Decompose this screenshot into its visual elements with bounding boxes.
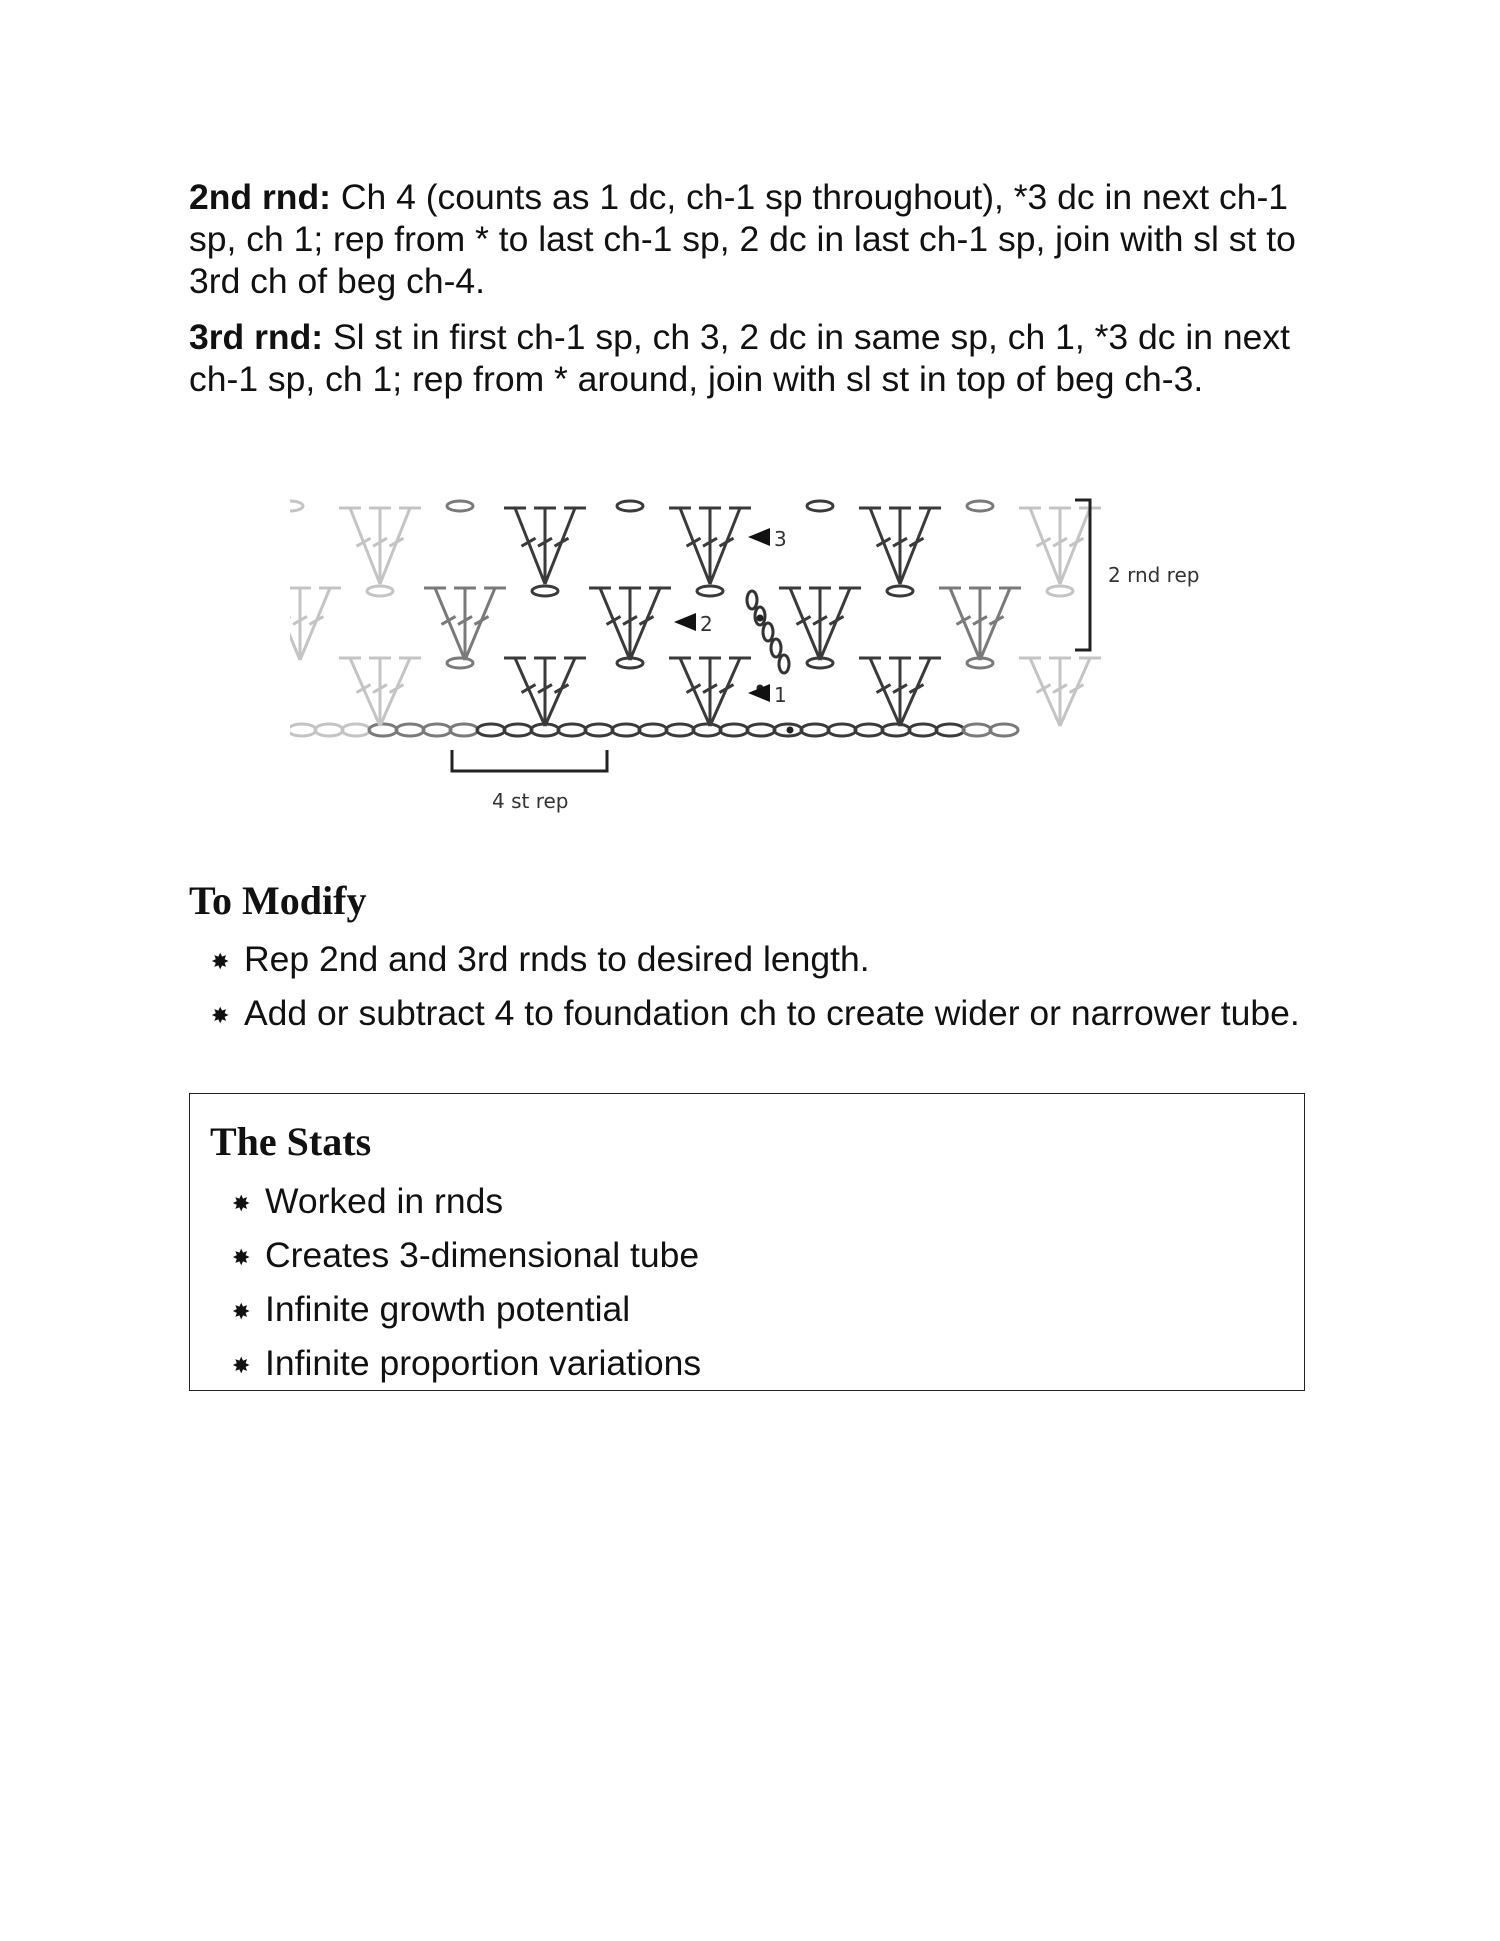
row3-chain-space	[967, 501, 993, 511]
row1-chain-space	[447, 658, 473, 668]
row1-dc-cluster	[339, 658, 421, 726]
stats-heading: The Stats	[210, 1119, 372, 1164]
row3-chain-space	[447, 501, 473, 511]
bullet-icon: ✸	[211, 949, 230, 974]
row2-dc-cluster	[589, 588, 671, 660]
row3-dc-cluster	[859, 508, 941, 584]
row3-chain-space	[807, 501, 833, 511]
row-label-1: 1	[774, 683, 787, 707]
foundation-chain-stitch	[909, 724, 937, 736]
row-marker-3	[748, 527, 787, 551]
foundation-chain-stitch	[585, 724, 613, 736]
row1-dc-cluster	[669, 658, 751, 726]
foundation-chain-stitch	[558, 724, 586, 736]
foundation-chain-stitch	[666, 724, 694, 736]
foundation-chain-stitch	[369, 724, 397, 736]
stats-item: ✸ Creates 3-dimensional tube	[210, 1234, 1290, 1276]
row3-dc-cluster	[504, 508, 586, 584]
row2-chain-space	[532, 586, 558, 596]
foundation-chain-stitch	[963, 724, 991, 736]
row-marker-1	[748, 683, 787, 707]
row3-dc-cluster	[339, 508, 421, 584]
foundation-chain-stitch	[801, 724, 829, 736]
foundation-chain-stitch	[450, 724, 478, 736]
stats-item: ✸ Infinite proportion variations	[210, 1342, 1290, 1384]
foundation-chain-stitch	[342, 724, 370, 736]
turning-chain-stitch	[747, 591, 757, 609]
foundation-chain-stitch	[693, 724, 721, 736]
bullet-icon: ✸	[232, 1191, 251, 1216]
foundation-chain-stitch	[720, 724, 748, 736]
foundation-chain-stitch	[612, 724, 640, 736]
stats-list	[210, 1180, 1290, 1396]
rnd2-label: 2nd rnd:	[189, 177, 331, 217]
modify-list	[189, 938, 1314, 1046]
stitch-repeat-bracket	[452, 750, 607, 771]
row1-dc-cluster	[504, 658, 586, 726]
stitch-repeat-label: 4 st rep	[492, 789, 569, 813]
foundation-chain-stitch	[828, 724, 856, 736]
foundation-chain-stitch	[477, 724, 505, 736]
round-repeat-label: 2 rnd rep	[1108, 563, 1200, 587]
row3-chain-space	[290, 501, 303, 511]
turning-chain-stitch	[771, 639, 781, 657]
row2-dc-cluster	[939, 588, 1021, 660]
bullet-icon: ✸	[232, 1353, 251, 1378]
rnd3-label: 3rd rnd:	[189, 317, 324, 357]
foundation-chain-stitch	[882, 724, 910, 736]
row-label-2: 2	[700, 612, 713, 636]
foundation-chain-stitch	[747, 724, 775, 736]
row2-chain-space	[697, 586, 723, 596]
row2-dc-cluster	[424, 588, 506, 660]
row2-chain-space	[367, 586, 393, 596]
foundation-chain-stitch	[639, 724, 667, 736]
row1-dc-cluster	[1019, 658, 1101, 726]
stitch-diagram	[290, 478, 1230, 828]
round-repeat-bracket	[1075, 500, 1090, 650]
slip-stitch-dot	[787, 727, 794, 734]
row2-dc-cluster	[290, 588, 341, 660]
modify-item: ✸ Rep 2nd and 3rd rnds to desired length.	[189, 938, 1314, 980]
row-marker-2	[674, 612, 713, 636]
instruction-rnd3	[189, 316, 1314, 400]
foundation-chain-stitch	[990, 724, 1018, 736]
stats-item: ✸ Infinite growth potential	[210, 1288, 1290, 1330]
foundation-chain-stitch	[396, 724, 424, 736]
rnd3-text: Sl st in first ch-1 sp, ch 3, 2 dc in same sp, ch 1, *3 dc in next ch-1 sp, ch 1; rep from * around, join with sl st in top of beg ch-3.	[189, 317, 1290, 399]
foundation-chain-stitch	[936, 724, 964, 736]
stats-item: ✸ Worked in rnds	[210, 1180, 1290, 1222]
foundation-chain-stitch	[290, 724, 316, 736]
instruction-rnd2	[189, 176, 1314, 302]
row2-chain-space	[1047, 586, 1073, 596]
modify-heading: To Modify	[189, 878, 367, 923]
row2-dc-cluster	[779, 588, 861, 660]
row3-dc-cluster	[669, 508, 751, 584]
foundation-chain-stitch	[855, 724, 883, 736]
rnd2-text: Ch 4 (counts as 1 dc, ch-1 sp throughout), *3 dc in next ch-1 sp, ch 1; rep from * to last ch-1 sp, 2 dc in last ch-1 sp, join with sl st to 3rd ch of beg ch-4.	[189, 177, 1296, 301]
bullet-icon: ✸	[232, 1299, 251, 1324]
slip-stitch-dot	[757, 615, 764, 622]
bullet-icon: ✸	[232, 1245, 251, 1270]
modify-item: ✸ Add or subtract 4 to foundation ch to create wider or narrower tube.	[189, 992, 1314, 1034]
bullet-icon: ✸	[211, 1003, 230, 1028]
foundation-chain-stitch	[315, 724, 343, 736]
foundation-chain-stitch	[423, 724, 451, 736]
row3-chain-space	[617, 501, 643, 511]
row1-dc-cluster	[859, 658, 941, 726]
turning-chain-stitch	[779, 655, 789, 673]
row-label-3: 3	[774, 527, 787, 551]
turning-chain-stitch	[763, 623, 773, 641]
row2-chain-space	[887, 586, 913, 596]
foundation-chain-stitch	[504, 724, 532, 736]
